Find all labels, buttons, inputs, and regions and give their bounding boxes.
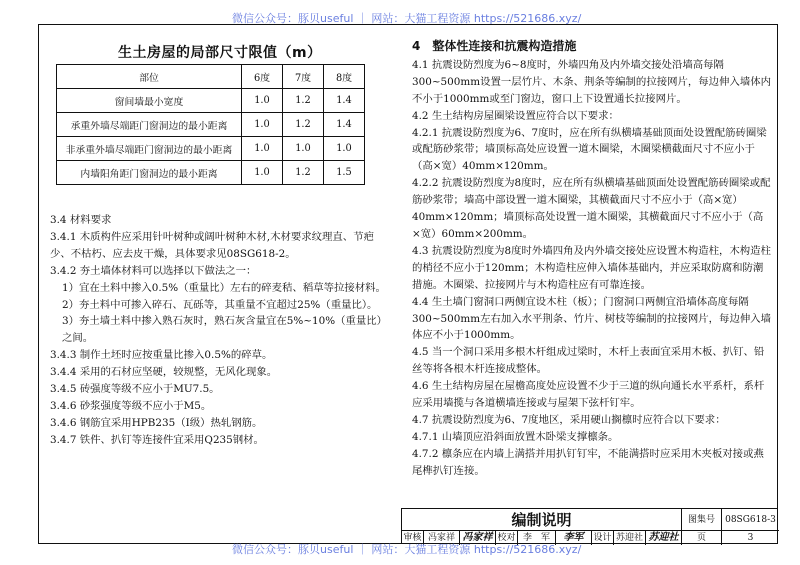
left-column xyxy=(50,212,390,449)
table-cell: 1.2 xyxy=(283,161,324,185)
paragraph: 4.2 生土结构房屋圈梁设置应符合以下要求： xyxy=(412,109,619,122)
table-cell: 非承重外墙尽端距门窗洞边的最小距离 xyxy=(57,137,242,161)
table-cell: 内墙阳角距门窗洞边的最小距离 xyxy=(57,161,242,185)
page-number: 3 xyxy=(747,533,754,543)
table-cell: 窗间墙最小宽度 xyxy=(57,89,242,113)
paragraph: 3.4.3 制作土坯时应按重量比掺入0.5%的碎草。 xyxy=(50,349,273,362)
table-cell: 1.0 xyxy=(242,161,283,185)
design-label: 设计 xyxy=(592,531,614,545)
table-cell: 1.0 xyxy=(283,137,324,161)
drawing-title: 编制说明 xyxy=(402,509,682,531)
table-cell: 1.2 xyxy=(283,113,324,137)
table-cell: 1.4 xyxy=(324,113,365,137)
table-cell: 1.0 xyxy=(242,113,283,137)
paragraph: 3）夯土墙土料中掺入熟石灰时，熟石灰含量宜在5%~10%（重量比）之间。 xyxy=(62,315,388,345)
header-cell: 部位 xyxy=(57,65,242,89)
table-cell: 1.0 xyxy=(324,137,365,161)
table-row xyxy=(57,161,365,185)
paragraph: 4.4 生土墙门窗洞口两侧宜设木柱（板）；门窗洞口两侧宜沿墙体高度每隔300~500mm左右加入水平荆条、竹片、树枝等编制的拉接网片，每边伸入墙体应不小于1000mm。 xyxy=(412,295,772,342)
paragraph: 4.5 当一个洞口采用多根木杆组成过梁时，木杆上表面宜采用木板、扒钉、铅丝等将各根木杆连接成整体。 xyxy=(412,346,765,376)
table-cell: 1.5 xyxy=(324,161,365,185)
section-heading: 4 整体性连接和抗震构造措施 xyxy=(412,39,577,53)
paragraph: 3.4.6 钢筋宜采用HPB235（Ⅰ级）热轧钢筋。 xyxy=(50,416,263,429)
checker-signature: 李军 xyxy=(556,531,592,545)
table-header-row xyxy=(57,65,365,89)
table-row xyxy=(57,89,365,113)
header-cell: 6度 xyxy=(242,65,283,89)
paragraph: 4.6 生土结构房屋在屋檐高度处应设置不少于三道的纵向通长水平系杆，系杆应采用墙揽与各道横墙连接或与屋架下弦杆钉牢。 xyxy=(412,380,765,410)
table-cell: 1.0 xyxy=(242,137,283,161)
paragraph: 4.7 抗震设防烈度为6、7度地区，采用硬山搁檩时应符合以下要求： xyxy=(412,413,726,426)
paragraph: 4.2.2 抗震设防烈度为8度时，应在所有纵横墙基础顶面处设置配筋砖圈梁或配筋砂浆带；墙高中部设置一道木圈梁，其横截面尺寸不应小于（高×宽）40mm×120mm；墙顶标高处设置一道木圈梁，其横截面尺寸不应小于（高×宽）60mm×200mm。 xyxy=(412,177,771,240)
table-title: 生土房屋的局部尺寸限值（m） xyxy=(118,45,322,61)
limits-table xyxy=(56,64,365,185)
check-label: 校对 xyxy=(496,531,518,545)
table-cell: 1.4 xyxy=(324,89,365,113)
table-cell: 1.2 xyxy=(283,89,324,113)
table-cell: 承重外墙尽端距门窗洞边的最小距离 xyxy=(57,113,242,137)
atlas-number: 08SG618-3 xyxy=(722,509,779,531)
paragraph: 3.4.7 铁件、扒钉等连接件宜采用Q235钢材。 xyxy=(50,433,264,446)
paragraph: 2）夯土料中可掺入碎石、瓦砾等，其重量不宜超过25%（重量比）。 xyxy=(62,298,378,311)
section-heading: 3.4 材料要求 xyxy=(50,214,112,226)
watermark-bottom: 微信公众号：豚贝useful ｜ 网站：大猫工程资源 https://521686.xyz/ xyxy=(232,543,582,556)
checker-name: 李 军 xyxy=(518,531,556,545)
paragraph: 4.7.1 山墙顶应沿斜面放置木卧梁支撑檩条。 xyxy=(412,430,619,443)
review-label: 审核 xyxy=(402,531,424,545)
watermark-top: 微信公众号：豚贝useful ｜ 网站：大猫工程资源 https://521686.xyz/ xyxy=(232,12,582,25)
table-cell: 1.0 xyxy=(242,89,283,113)
paragraph: 3.4.4 采用的石材应坚硬，较规整，无风化现象。 xyxy=(50,366,278,379)
header-cell: 7度 xyxy=(283,65,324,89)
paragraph: 4.3 抗震设防烈度为8度时外墙四角及内外墙交接处应设置木构造柱，木构造柱的梢径不应小于120mm；木构造柱应伸入墙体基础内，并应采取防腐和防潮措施。木圈梁、拉接网片与木构造柱应有可靠连接。 xyxy=(412,244,771,291)
title-block xyxy=(401,508,778,544)
paragraph: 4.2.1 抗震设防烈度为6、7度时，应在所有纵横墙基础顶面处设置配筋砖圈梁或配筋砂浆带；墙顶标高处应设置一道木圈梁，木圈梁横截面尺寸不应小于（高×宽）40mm×120mm。 xyxy=(412,126,767,173)
right-column xyxy=(412,38,772,480)
paragraph: 3.4.5 砖强度等级不应小于MU7.5。 xyxy=(50,383,220,396)
table-row xyxy=(57,137,365,161)
designer-signature: 苏迎社 xyxy=(646,531,682,545)
atlas-label: 图集号 xyxy=(682,509,722,531)
header-cell: 8度 xyxy=(324,65,365,89)
paragraph: 3.4.6 砂浆强度等级不应小于M5。 xyxy=(50,399,212,412)
paragraph: 4.1 抗震设防烈度为6~8度时，外墙四角及内外墙交接处沿墙高每隔300~500mm设置一层竹片、木条、荆条等编制的拉接网片，每边伸入墙体内不小于1000mm或至门窗边，窗口上下设置通长拉接网片。 xyxy=(412,58,772,105)
reviewer-name: 冯家祥 xyxy=(424,531,460,545)
paragraph: 1）宜在土料中掺入0.5%（重量比）左右的碎麦秸、稻草等拉接材料。 xyxy=(62,281,386,294)
paragraph: 3.4.1 木质构件应采用针叶树种或阔叶树种木材,木材要求纹理直、节疤少、不枯朽、应去皮干燥，具体要求见08SG618-2。 xyxy=(50,230,374,260)
table-row xyxy=(57,113,365,137)
page-label: 页 xyxy=(682,531,722,545)
paragraph: 4.7.2 檩条应在内墙上满搭并用扒钉钉牢，不能满搭时应采用木夹板对接或燕尾榫扒钉连接。 xyxy=(412,447,764,477)
designer-name: 苏迎社 xyxy=(614,531,646,545)
reviewer-signature: 冯家祥 xyxy=(460,531,496,545)
paragraph: 3.4.2 夯土墙体材料可以选择以下做法之一： xyxy=(50,264,257,277)
